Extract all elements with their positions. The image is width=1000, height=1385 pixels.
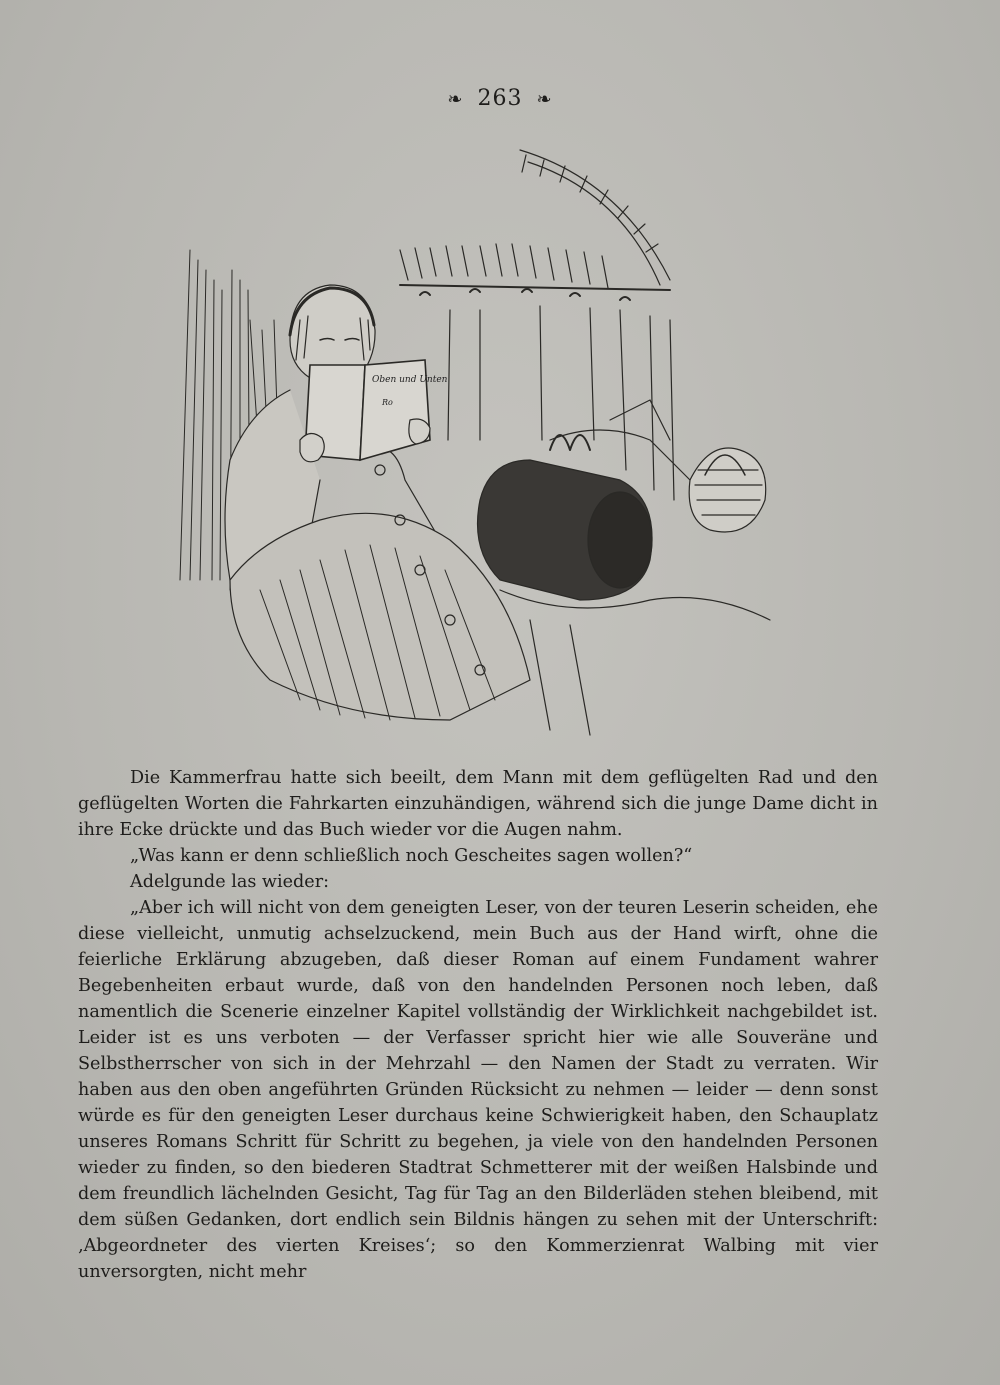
ornament-right-icon: ❧ (536, 89, 553, 110)
book-cover-subtitle: Ro (382, 398, 393, 407)
page-number: 263 (477, 86, 523, 111)
body-text (78, 765, 878, 1285)
paragraph: Die Kammerfrau hatte sich beeilt, dem Mann mit dem geflügelten Rad und den geflügelten Worten die Fahrkarten einzuhändigen, während sich die junge Dame dicht in ihre Ecke drückte und das Buch wieder vor die Augen nahm. (78, 768, 878, 840)
illustration-woman-reading (150, 120, 790, 740)
paragraph: Adelgunde las wieder: (130, 872, 330, 892)
paragraph: „Was kann er denn schließlich noch Gescheites sagen wollen?“ (130, 846, 693, 866)
page-header (0, 86, 1000, 111)
ornament-left-icon: ❧ (447, 89, 464, 110)
book-cover-title: Oben und Unten (372, 375, 448, 385)
paragraph: „Aber ich will nicht von dem geneigten Leser, von der teuren Leserin scheiden, ehe diese vielleicht, unmutig achselzuckend, mein Buch aus der Hand wirft, ohne die feierliche Erklärung abzugeben, daß dieser Roman auf einem Fundament wahrer Begebenheiten erbaut wurde, daß von den handelnden Personen noch leben, daß namentlich die Scenerie einzelner Kapitel vollständig der Wirklichkeit nachgebildet ist. Leider ist es uns verboten — der Verfasser spricht hier wie alle Souveräne und Selbstherrscher von sich in der Mehrzahl — den Namen der Stadt zu verraten. Wir haben aus den oben angeführten Gründen Rücksicht zu nehmen — leider — denn sonst würde es für den geneigten Leser durchaus keine Schwierigkeit haben, den Schauplatz unseres Romans Schritt für Schritt zu begehen, ja viele von den handelnden Personen wieder zu finden, so den biederen Stadtrat Schmetterer mit der weißen Halsbinde und dem freundlich lächelnden Gesicht, Tag für Tag an den Bilderläden stehen bleibend, mit dem süßen Gedanken, dort endlich sein Bildnis hängen zu sehen mit der Unterschrift: ‚Abgeordneter des vierten Kreises‘; so den Kommerzienrat Walbing mit vier unversorgten, nicht mehr (78, 898, 878, 1282)
